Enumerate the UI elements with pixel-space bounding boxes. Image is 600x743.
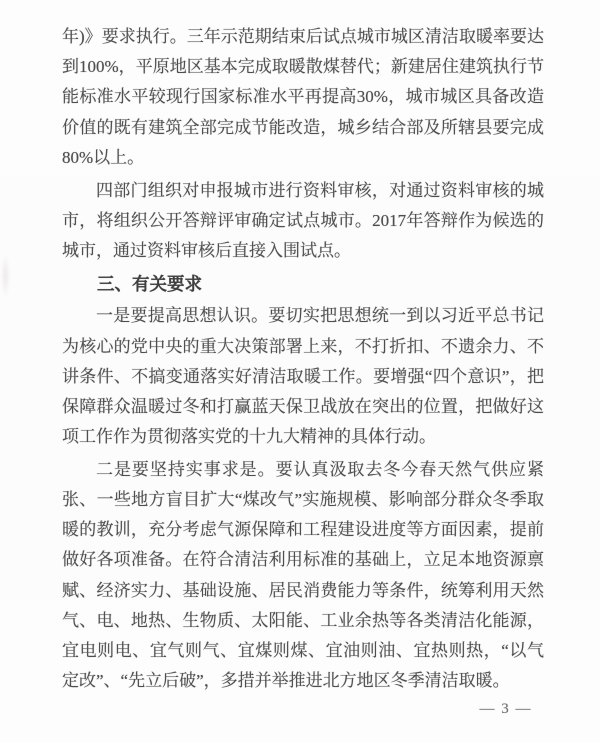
scan-artifact-smudge bbox=[1, 255, 10, 297]
section-heading-requirements: 三、有关要求 bbox=[97, 273, 202, 294]
body-paragraph-point-two: 二是要坚持实事求是。要认真汲取去冬今春天然气供应紧张、一些地方盲目扩大“煤改气”实施规模、影响部分群众冬季取暖的教训，充分考虑气源保障和工程建设进度等方面因素，提前做好各项准备。在符合清洁利用标准的基础上，立足本地资源禀赋、经济实力、基础设施、居民消费能力等条件，统筹利用天然气、电、地热、生物质、太阳能、工业余热等各类清洁化能源，宜电则电、宜气则气、宜煤则煤、宜油则油、宜热则热，“以气定改”、“先立后破”，多措并举推进北方地区冬季清洁取暖。 bbox=[62, 459, 544, 691]
document-body bbox=[62, 22, 544, 696]
body-paragraph-review-process: 四部门组织对申报城市进行资料审核，对通过资料审核的城市，将组织公开答辩评审确定试点城市。2017年答辩作为候选的城市，通过资料审核后直接入围试点。 bbox=[62, 180, 544, 260]
body-paragraph-continuation: 年)》要求执行。三年示范期结束后试点城市城区清洁取暖率要达到100%，平原地区基本完成取暖散煤替代；新建居住建筑执行节能标准水平较现行国家标准水平再提高30%，城市城区具备改造价值的既有建筑全部完成节能改造，城乡结合部及所辖县要完成80%以上。 bbox=[62, 27, 544, 167]
body-paragraph-point-one: 一是要提高思想认识。要切实把思想统一到以习近平总书记为核心的党中央的重大决策部署上来，不打折扣、不遗余力、不讲条件、不搞变通落实好清洁取暖工作。要增强“四个意识”，把保障群众温暖过冬和打赢蓝天保卫战放在突出的位置，把做好这项工作作为贯彻落实党的十九大精神的具体行动。 bbox=[62, 306, 544, 447]
page-number: — 3 — bbox=[479, 701, 532, 717]
